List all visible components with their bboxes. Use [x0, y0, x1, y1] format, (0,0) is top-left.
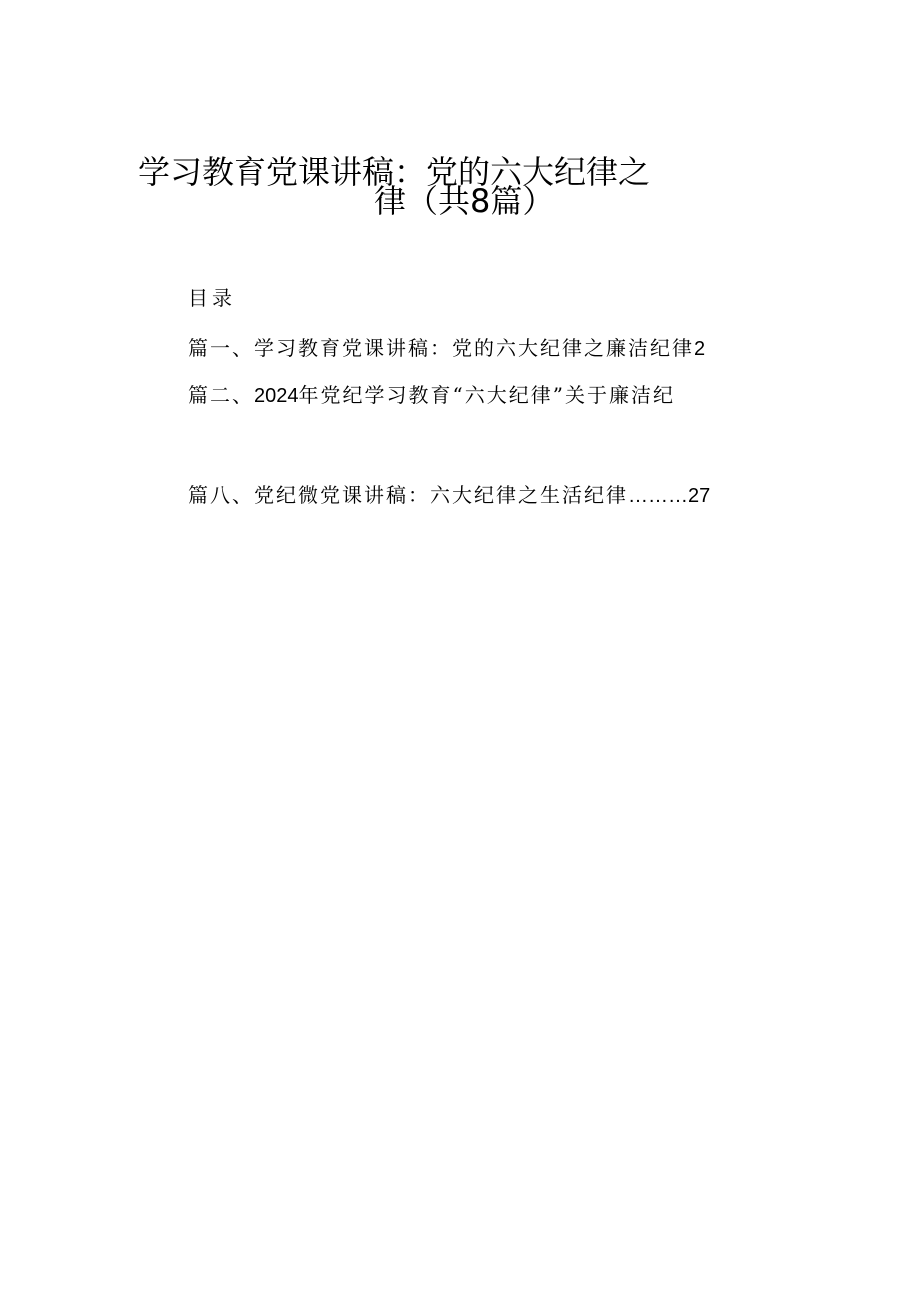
toc-entry-1[interactable] — [188, 334, 705, 363]
document-title-line-1: 学习教育党课讲稿：党的六大纪律之 — [138, 153, 651, 191]
toc-entry-8-text: 篇八、党纪微党课讲稿：六大纪律之生活纪律 — [188, 483, 628, 507]
toc-entry-8-leader: ……… — [628, 485, 688, 507]
toc-entry-2-prefix: 篇二、 — [188, 383, 254, 407]
document-title-line-2: 律（共8篇） — [374, 182, 555, 220]
toc-entry-2[interactable] — [188, 381, 675, 410]
toc-entry-2-text: 年党纪学习教育“六大纪律”关于廉洁纪 — [298, 383, 675, 407]
toc-heading: 目录 — [188, 286, 236, 310]
toc-entry-1-page: 2 — [694, 338, 706, 360]
toc-entry-8[interactable] — [188, 481, 710, 510]
toc-entry-2-year: 2024 — [254, 385, 299, 407]
toc-entry-1-text: 篇一、学习教育党课讲稿：党的六大纪律之廉洁纪律 — [188, 336, 694, 360]
toc-entry-8-page: 27 — [688, 485, 711, 507]
